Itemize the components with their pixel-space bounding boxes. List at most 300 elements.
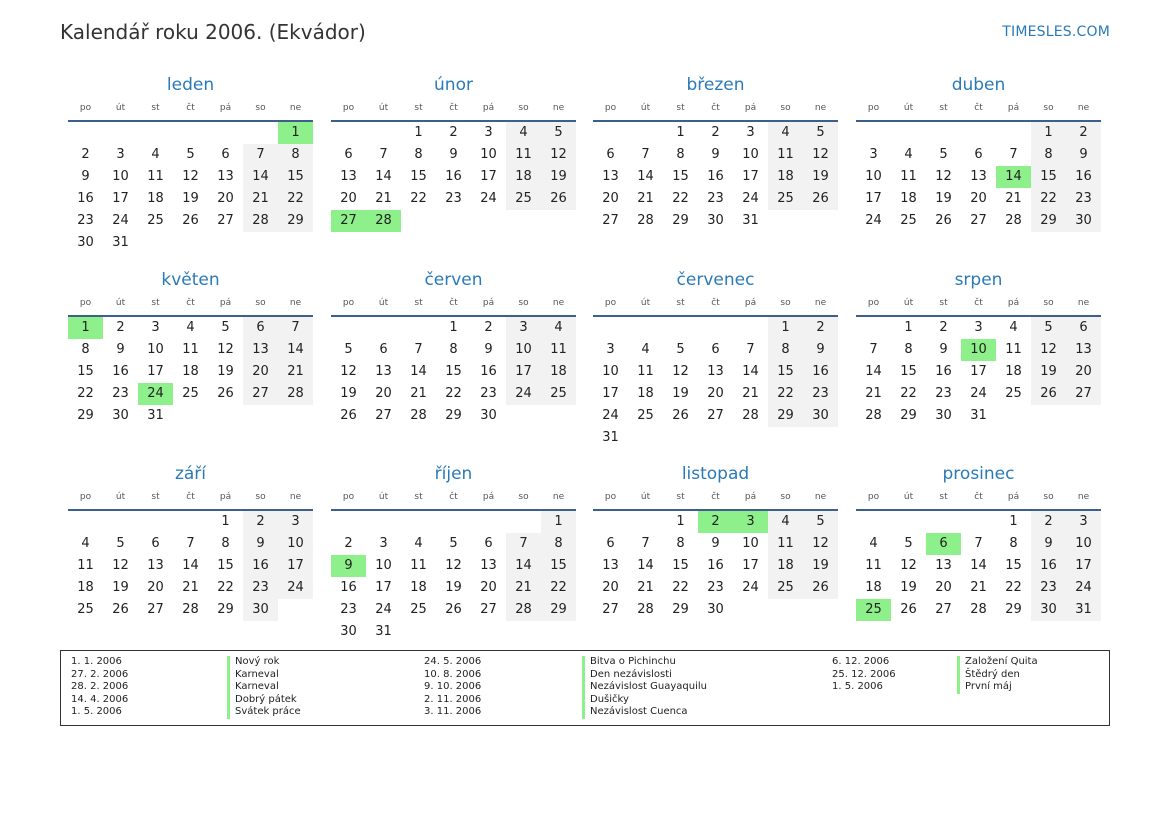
day-cell: 17 xyxy=(147,364,164,379)
day-cell: 19 xyxy=(541,166,576,188)
day-cell: 7 xyxy=(506,533,541,555)
day-cell: 23 xyxy=(935,386,952,401)
day-cell: 26 xyxy=(935,213,952,228)
empty-day-cell xyxy=(138,232,173,254)
month-name: duben xyxy=(951,75,1006,95)
day-cell: 5 xyxy=(186,147,195,162)
day-cell: 24 xyxy=(112,213,129,228)
month-name: květen xyxy=(161,270,220,290)
day-cell: 29 xyxy=(672,602,689,617)
empty-day-cell xyxy=(803,427,838,449)
weekday-label: pá xyxy=(219,492,232,502)
legend-date: 1. 1. 2006 xyxy=(71,656,122,667)
day-cell: 24 xyxy=(1066,577,1101,599)
day-cell: 30 xyxy=(707,213,724,228)
holiday-day-cell: 1 xyxy=(68,317,103,339)
day-cell: 7 xyxy=(869,342,878,357)
day-cell: 2 xyxy=(449,125,458,140)
day-cell: 24 xyxy=(742,580,759,595)
day-cell: 20 xyxy=(935,580,952,595)
day-cell: 19 xyxy=(445,580,462,595)
day-cell: 6 xyxy=(344,147,353,162)
day-cell: 20 xyxy=(1066,361,1101,383)
weekday-label: so xyxy=(255,492,266,502)
month-name: červenec xyxy=(676,270,755,290)
day-cell: 15 xyxy=(900,364,917,379)
day-cell: 2 xyxy=(484,320,493,335)
month-name: březen xyxy=(686,75,745,95)
weekday-label: čt xyxy=(974,103,983,113)
weekday-label: so xyxy=(255,298,266,308)
empty-day-cell xyxy=(173,122,208,144)
empty-day-cell xyxy=(243,232,278,254)
weekday-label: so xyxy=(518,298,529,308)
empty-day-cell xyxy=(471,621,506,643)
day-cell: 14 xyxy=(865,364,882,379)
day-cell: 26 xyxy=(900,602,917,617)
day-cell: 7 xyxy=(641,536,650,551)
month-name: únor xyxy=(434,75,473,95)
legend-holiday-name: Karneval xyxy=(227,669,301,682)
day-cell: 14 xyxy=(970,558,987,573)
day-cell: 7 xyxy=(278,317,313,339)
day-cell: 30 xyxy=(803,405,838,427)
empty-day-cell xyxy=(803,599,838,621)
day-cell: 14 xyxy=(410,364,427,379)
day-cell: 16 xyxy=(707,558,724,573)
month-3 xyxy=(856,73,1101,232)
day-cell: 30 xyxy=(112,408,129,423)
day-cell: 8 xyxy=(1031,144,1066,166)
weekday-label: st xyxy=(151,298,160,308)
day-cell: 5 xyxy=(449,536,458,551)
day-cell: 19 xyxy=(340,386,357,401)
month-1 xyxy=(331,73,576,232)
weekday-header xyxy=(856,293,1101,313)
day-cell: 8 xyxy=(904,342,913,357)
weekday-label: út xyxy=(640,298,651,308)
empty-day-cell xyxy=(278,405,313,427)
empty-day-cell xyxy=(208,232,243,254)
day-cell: 1 xyxy=(904,320,913,335)
day-cell: 17 xyxy=(1066,555,1101,577)
day-cell: 12 xyxy=(803,144,838,166)
weekday-label: st xyxy=(151,103,160,113)
empty-day-cell xyxy=(366,511,401,533)
day-cell: 5 xyxy=(904,536,913,551)
day-cell: 10 xyxy=(112,169,129,184)
day-cell: 17 xyxy=(278,555,313,577)
empty-day-cell xyxy=(436,511,471,533)
day-cell: 29 xyxy=(672,213,689,228)
day-cell: 6 xyxy=(221,147,230,162)
weekday-label: po xyxy=(79,298,92,308)
day-grid xyxy=(331,511,576,643)
weekday-label: čt xyxy=(711,298,720,308)
day-cell: 11 xyxy=(637,364,654,379)
day-cell: 29 xyxy=(217,602,234,617)
day-cell: 24 xyxy=(742,191,759,206)
weekday-header xyxy=(331,487,576,507)
day-cell: 29 xyxy=(445,408,462,423)
month-7 xyxy=(856,268,1101,427)
day-cell: 11 xyxy=(768,144,803,166)
legend-date: 2. 11. 2006 xyxy=(424,693,482,705)
weekday-label: čt xyxy=(449,492,458,502)
day-cell: 11 xyxy=(1005,342,1022,357)
empty-day-cell xyxy=(663,317,698,339)
day-cell: 17 xyxy=(480,169,497,184)
day-cell: 28 xyxy=(243,210,278,232)
empty-day-cell xyxy=(733,317,768,339)
weekday-header xyxy=(331,98,576,118)
weekday-label: čt xyxy=(186,103,195,113)
weekday-label: so xyxy=(780,492,791,502)
month-10 xyxy=(593,462,838,621)
weekday-label: út xyxy=(903,103,914,113)
empty-day-cell xyxy=(138,511,173,533)
day-cell: 20 xyxy=(602,191,619,206)
day-cell: 8 xyxy=(449,342,458,357)
day-cell: 21 xyxy=(410,386,427,401)
weekday-label: st xyxy=(939,298,948,308)
legend-dates-col-1 xyxy=(71,656,128,719)
day-cell: 25 xyxy=(768,577,803,599)
day-cell: 21 xyxy=(182,580,199,595)
day-cell: 13 xyxy=(480,558,497,573)
day-cell: 27 xyxy=(217,213,234,228)
day-cell: 5 xyxy=(1031,317,1066,339)
day-cell: 4 xyxy=(904,147,913,162)
weekday-header xyxy=(856,98,1101,118)
weekday-label: po xyxy=(867,103,880,113)
day-cell: 8 xyxy=(414,147,423,162)
day-cell: 10 xyxy=(147,342,164,357)
weekday-label: ne xyxy=(1077,103,1090,113)
day-cell: 1 xyxy=(414,125,423,140)
weekday-header xyxy=(593,293,838,313)
day-cell: 7 xyxy=(1009,147,1018,162)
day-cell: 18 xyxy=(900,191,917,206)
day-cell: 22 xyxy=(278,188,313,210)
day-cell: 18 xyxy=(410,580,427,595)
empty-day-cell xyxy=(628,317,663,339)
weekday-label: čt xyxy=(449,103,458,113)
empty-day-cell xyxy=(506,511,541,533)
empty-day-cell xyxy=(856,122,891,144)
weekday-label: út xyxy=(378,103,389,113)
day-cell: 23 xyxy=(340,602,357,617)
day-cell: 27 xyxy=(147,602,164,617)
day-cell: 13 xyxy=(243,339,278,361)
day-cell: 30 xyxy=(707,602,724,617)
day-cell: 30 xyxy=(1066,210,1101,232)
empty-day-cell xyxy=(173,405,208,427)
month-name: leden xyxy=(166,75,215,95)
day-cell: 12 xyxy=(340,364,357,379)
empty-day-cell xyxy=(436,210,471,232)
day-cell: 5 xyxy=(939,147,948,162)
day-cell: 2 xyxy=(116,320,125,335)
legend-date: 1. 5. 2006 xyxy=(832,681,883,693)
day-cell: 5 xyxy=(344,342,353,357)
holiday-day-cell: 27 xyxy=(331,210,366,232)
empty-day-cell xyxy=(768,427,803,449)
weekday-label: út xyxy=(378,298,389,308)
empty-day-cell xyxy=(103,122,138,144)
day-cell: 16 xyxy=(1066,166,1101,188)
weekday-header xyxy=(68,293,313,313)
day-cell: 20 xyxy=(707,386,724,401)
day-cell: 28 xyxy=(410,408,427,423)
weekday-header xyxy=(68,487,313,507)
day-cell: 28 xyxy=(182,602,199,617)
empty-day-cell xyxy=(593,317,628,339)
empty-day-cell xyxy=(208,405,243,427)
empty-day-cell xyxy=(733,599,768,621)
day-cell: 17 xyxy=(970,364,987,379)
day-cell: 18 xyxy=(77,580,94,595)
day-cell: 14 xyxy=(375,169,392,184)
empty-day-cell xyxy=(961,511,996,533)
day-cell: 14 xyxy=(182,558,199,573)
day-cell: 23 xyxy=(480,386,497,401)
day-cell: 24 xyxy=(970,386,987,401)
day-cell: 10 xyxy=(480,147,497,162)
weekday-label: pá xyxy=(1007,492,1020,502)
day-cell: 12 xyxy=(217,342,234,357)
day-cell: 21 xyxy=(375,191,392,206)
day-cell: 21 xyxy=(243,188,278,210)
legend-dates-col-2 xyxy=(424,656,481,719)
day-cell: 30 xyxy=(340,624,357,639)
day-cell: 29 xyxy=(768,405,803,427)
day-cell: 7 xyxy=(186,536,195,551)
legend-date: 24. 5. 2006 xyxy=(424,656,482,667)
day-cell: 22 xyxy=(410,191,427,206)
day-cell: 4 xyxy=(186,320,195,335)
day-cell: 19 xyxy=(1031,361,1066,383)
day-cell: 20 xyxy=(243,361,278,383)
day-cell: 26 xyxy=(672,408,689,423)
day-cell: 18 xyxy=(506,166,541,188)
weekday-label: čt xyxy=(186,298,195,308)
weekday-label: út xyxy=(115,492,126,502)
legend-date: 10. 8. 2006 xyxy=(424,668,482,680)
day-cell: 14 xyxy=(278,339,313,361)
empty-day-cell xyxy=(891,122,926,144)
legend-names-col-2 xyxy=(582,656,707,719)
month-name: srpen xyxy=(954,270,1003,290)
day-cell: 31 xyxy=(602,430,619,445)
day-cell: 6 xyxy=(243,317,278,339)
day-cell: 18 xyxy=(768,166,803,188)
empty-day-cell xyxy=(541,621,576,643)
weekday-label: st xyxy=(414,298,423,308)
day-cell: 20 xyxy=(480,580,497,595)
holiday-day-cell: 1 xyxy=(278,122,313,144)
day-cell: 3 xyxy=(379,536,388,551)
day-cell: 21 xyxy=(1005,191,1022,206)
weekday-label: so xyxy=(255,103,266,113)
day-cell: 25 xyxy=(541,383,576,405)
month-name: říjen xyxy=(434,464,473,484)
day-cell: 16 xyxy=(445,169,462,184)
day-cell: 25 xyxy=(77,602,94,617)
empty-day-cell xyxy=(698,317,733,339)
weekday-label: po xyxy=(342,298,355,308)
day-cell: 11 xyxy=(147,169,164,184)
day-cell: 11 xyxy=(541,339,576,361)
weekday-label: so xyxy=(1043,103,1054,113)
day-cell: 19 xyxy=(112,580,129,595)
day-cell: 18 xyxy=(768,555,803,577)
weekday-label: st xyxy=(151,492,160,502)
day-cell: 27 xyxy=(243,383,278,405)
day-cell: 10 xyxy=(742,147,759,162)
page-title: Kalendář roku 2006. (Ekvádor) xyxy=(60,20,366,44)
weekday-label: so xyxy=(780,103,791,113)
day-cell: 22 xyxy=(445,386,462,401)
holiday-day-cell: 6 xyxy=(926,533,961,555)
empty-day-cell xyxy=(996,122,1031,144)
day-cell: 24 xyxy=(865,213,882,228)
empty-day-cell xyxy=(366,317,401,339)
weekday-label: ne xyxy=(814,492,827,502)
day-cell: 5 xyxy=(803,511,838,533)
day-cell: 30 xyxy=(77,235,94,250)
day-cell: 31 xyxy=(147,408,164,423)
month-5 xyxy=(331,268,576,427)
weekday-label: st xyxy=(414,103,423,113)
day-grid xyxy=(856,122,1101,232)
weekday-label: pá xyxy=(482,298,495,308)
day-cell: 3 xyxy=(606,342,615,357)
holiday-legend xyxy=(60,650,1110,726)
legend-holiday-name: Karneval xyxy=(227,681,301,694)
day-cell: 3 xyxy=(278,511,313,533)
empty-day-cell xyxy=(593,122,628,144)
empty-day-cell xyxy=(331,511,366,533)
day-cell: 8 xyxy=(676,147,685,162)
weekday-label: čt xyxy=(186,492,195,502)
empty-day-cell xyxy=(278,232,313,254)
day-cell: 16 xyxy=(1031,555,1066,577)
legend-holiday-name: Bitva o Pichinchu xyxy=(582,656,707,669)
day-cell: 25 xyxy=(147,213,164,228)
holiday-day-cell: 2 xyxy=(698,511,733,533)
weekday-label: st xyxy=(676,298,685,308)
day-cell: 1 xyxy=(541,511,576,533)
day-cell: 16 xyxy=(112,364,129,379)
day-cell: 14 xyxy=(243,166,278,188)
day-cell: 20 xyxy=(602,580,619,595)
day-cell: 15 xyxy=(541,555,576,577)
weekday-label: ne xyxy=(814,103,827,113)
month-6 xyxy=(593,268,838,449)
weekday-label: so xyxy=(518,103,529,113)
weekday-header xyxy=(593,98,838,118)
weekday-label: po xyxy=(79,103,92,113)
day-cell: 4 xyxy=(869,536,878,551)
weekday-label: čt xyxy=(974,492,983,502)
day-cell: 25 xyxy=(768,188,803,210)
day-cell: 31 xyxy=(112,235,129,250)
day-cell: 18 xyxy=(1005,364,1022,379)
weekday-header xyxy=(331,293,576,313)
weekday-header xyxy=(856,487,1101,507)
empty-day-cell xyxy=(628,427,663,449)
holiday-day-cell: 10 xyxy=(961,339,996,361)
day-cell: 11 xyxy=(77,558,94,573)
weekday-label: so xyxy=(518,492,529,502)
day-cell: 10 xyxy=(602,364,619,379)
day-cell: 17 xyxy=(375,580,392,595)
day-cell: 16 xyxy=(803,361,838,383)
weekday-label: st xyxy=(939,103,948,113)
day-cell: 23 xyxy=(1031,577,1066,599)
day-cell: 2 xyxy=(1031,511,1066,533)
day-cell: 14 xyxy=(637,169,654,184)
weekday-label: ne xyxy=(289,492,302,502)
weekday-label: ne xyxy=(289,103,302,113)
day-cell: 12 xyxy=(672,364,689,379)
day-cell: 13 xyxy=(707,364,724,379)
empty-day-cell xyxy=(68,511,103,533)
day-cell: 23 xyxy=(1066,188,1101,210)
day-cell: 11 xyxy=(900,169,917,184)
day-cell: 20 xyxy=(340,191,357,206)
day-cell: 15 xyxy=(672,169,689,184)
day-cell: 10 xyxy=(1066,533,1101,555)
legend-names-col-1 xyxy=(227,656,301,719)
legend-holiday-name: Štědrý den xyxy=(957,669,1038,682)
day-cell: 16 xyxy=(77,191,94,206)
day-cell: 18 xyxy=(147,191,164,206)
empty-day-cell xyxy=(628,122,663,144)
day-cell: 9 xyxy=(243,533,278,555)
day-cell: 6 xyxy=(1066,317,1101,339)
day-cell: 26 xyxy=(541,188,576,210)
day-grid xyxy=(856,511,1101,621)
day-cell: 2 xyxy=(344,536,353,551)
day-grid xyxy=(331,122,576,232)
day-cell: 9 xyxy=(711,536,720,551)
day-cell: 18 xyxy=(182,364,199,379)
weekday-label: čt xyxy=(449,298,458,308)
day-cell: 29 xyxy=(900,408,917,423)
day-cell: 28 xyxy=(1005,213,1022,228)
legend-holiday-name: Nezávislost Cuenca xyxy=(582,706,707,719)
day-cell: 26 xyxy=(803,188,838,210)
empty-day-cell xyxy=(541,405,576,427)
day-cell: 19 xyxy=(182,191,199,206)
day-cell: 26 xyxy=(112,602,129,617)
weekday-label: po xyxy=(342,103,355,113)
brand-link[interactable]: TIMESLES.COM xyxy=(1002,24,1110,40)
empty-day-cell xyxy=(628,511,663,533)
empty-day-cell xyxy=(803,210,838,232)
weekday-label: po xyxy=(604,103,617,113)
legend-holiday-name: Dušičky xyxy=(582,694,707,707)
day-cell: 4 xyxy=(151,147,160,162)
day-cell: 27 xyxy=(707,408,724,423)
day-cell: 6 xyxy=(606,536,615,551)
day-cell: 4 xyxy=(414,536,423,551)
day-cell: 22 xyxy=(1031,188,1066,210)
day-cell: 12 xyxy=(803,533,838,555)
day-cell: 31 xyxy=(1066,599,1101,621)
